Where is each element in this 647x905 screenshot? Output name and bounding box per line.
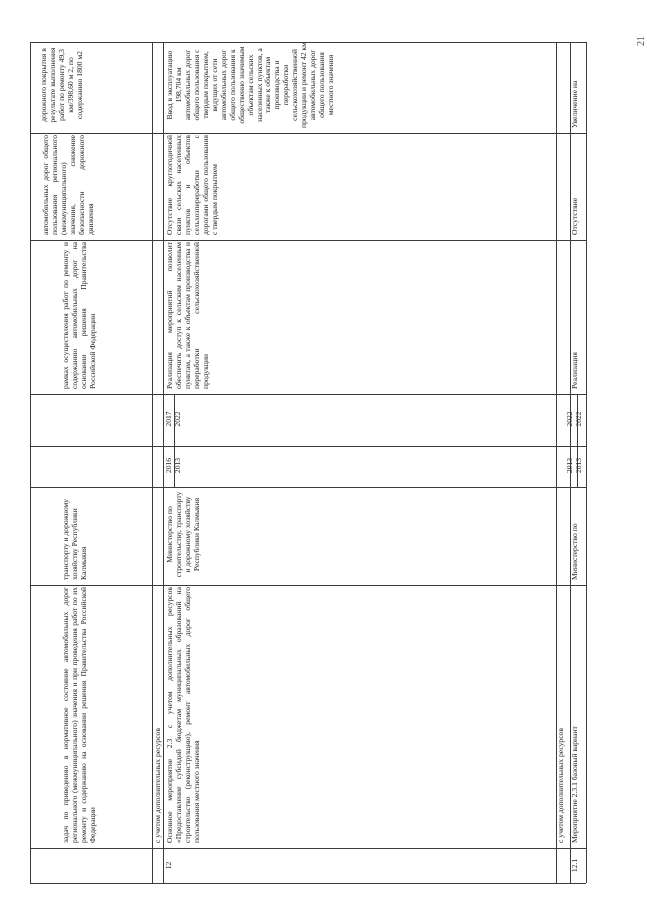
section-label-additional-resources-2: с учетом дополнительных ресурсов	[556, 728, 565, 843]
row121-executor: Министерство по	[570, 523, 579, 580]
table-border-bottom	[30, 883, 586, 884]
row12-executor: Министерство по строительству, транспорту и дорожному хозяйству Республики Калмыкия	[165, 491, 201, 578]
page-number: 21	[636, 36, 647, 46]
row12-end-year: 2017 2022	[164, 411, 182, 427]
row121-end-year: 2022 2022	[565, 411, 583, 427]
table-border-right	[586, 42, 587, 883]
row121-measure-text: Мероприятие 2.3.1 базовый вариант	[570, 726, 579, 843]
row121-number: 12.1	[570, 858, 579, 873]
block1-consequences: автомобильных дорог общего пользования регионального (межмуниципального) значения, снижение безопасности дорожного движения	[41, 135, 95, 235]
column-line-measure	[30, 848, 586, 849]
row12-measure-text: Основное мероприятие 2.3 с учетом дополнительных ресурсов «Предоставление субсидий бюджетам муниципальных образований на строительство (реконструкцию), ремонт автомобильных дорог общего пользования местного значения	[165, 587, 201, 843]
row12-consequences: Отсутствие круглогодичной связи сельских населенных пунктов и объектов сельхозпереработки с дорогами общего пользования с твердым покрытием	[165, 135, 219, 235]
row12-description: Реализация мероприятий позволит обеспечить доступ к сельским населенным пунктам, а также к объектам производства и переработки сельскохозяйственной продукции	[165, 242, 210, 389]
block1-executor: транспорту и дорожному хозяйству Республики Калмыкия	[61, 498, 88, 580]
block1-description: рамках осуществления работ по ремонту и содержанию автомобильных дорог на основании решения Правительства Российской Федерации	[61, 242, 97, 389]
block1-indicator: дорожного покрытия в результате выполнения работ по ремонту 49,3 км/398,60 м 2, по содержанию 1800 м2	[39, 47, 84, 123]
row12-number: 12	[164, 861, 173, 870]
row12-indicator: Ввод в эксплуатацию 198,704 км автомобильных дорог общего пользования с твердым покрытием, ведущих от сети автомобильных дорог общего пользования к общественно значимым объектам сельских населенных пунктов, а также к объектам производства и переработки сельскохозяйственной продукции и ремонт 42 км автомобильных дорог общего пользования местного значения	[165, 42, 336, 128]
row121-description: Реализация	[570, 352, 579, 389]
row121-start-year: 2013 2013	[565, 457, 583, 474]
row121-indicator: Увеличение на	[570, 80, 579, 128]
row121-consequences: Отсутствие	[570, 197, 579, 235]
column-line-description	[30, 394, 586, 395]
table-border-left	[30, 42, 31, 883]
column-line-end-year	[30, 446, 586, 447]
section-label-additional-resources: с учетом дополнительных ресурсов	[153, 728, 162, 843]
row12-start-year: 2016 2013	[164, 457, 182, 474]
block1-measure-text: задач по приведению в нормативное состояние автомобильных дорог регионального (межмуниципального) значения и при проведения работ по их ремонту и содержанию на основании решения Правительства Российской Федерации	[61, 587, 97, 843]
